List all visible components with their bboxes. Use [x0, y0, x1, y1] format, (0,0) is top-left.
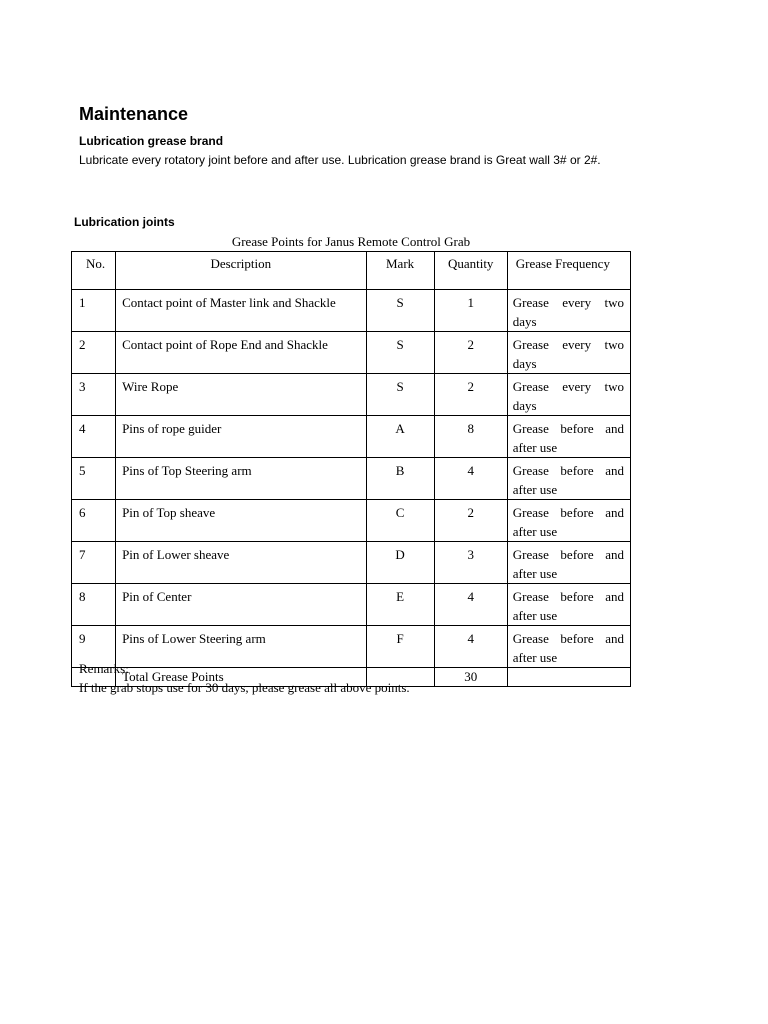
table-caption: Grease Points for Janus Remote Control Grab: [231, 234, 471, 249]
cell-mark: E: [366, 584, 434, 626]
cell-mark: C: [366, 500, 434, 542]
cell-no: 2: [72, 332, 116, 374]
cell-frequency: Grease every two days: [507, 374, 630, 416]
page-title: Maintenance: [79, 104, 189, 124]
cell-no: 1: [72, 290, 116, 332]
brand-text: Lubricate every rotatory joint before and after use. Lubrication grease brand is Great wall 3# or 2#.: [79, 153, 601, 167]
cell-description: Contact point of Rope End and Shackle: [116, 332, 366, 374]
header-no: No.: [72, 252, 116, 290]
cell-mark: S: [366, 374, 434, 416]
cell-quantity: 4: [434, 626, 507, 668]
cell-mark: S: [366, 290, 434, 332]
cell-description: Pins of rope guider: [116, 416, 366, 458]
cell-description: Pin of Center: [116, 584, 366, 626]
total-label: Total Grease Points: [116, 668, 366, 687]
table-row: [72, 458, 631, 500]
cell-frequency: Grease before and after use: [507, 416, 630, 458]
header-mark: Mark: [366, 252, 434, 290]
remarks-label: Remarks:: [79, 661, 129, 676]
cell-no: 9: [72, 626, 116, 668]
table-header-row: [72, 252, 631, 290]
cell-description: Pin of Lower sheave: [116, 542, 366, 584]
cell-no: 5: [72, 458, 116, 500]
header-description: Description: [116, 252, 366, 290]
cell-frequency: Grease before and after use: [507, 500, 630, 542]
cell-quantity: 4: [434, 584, 507, 626]
cell-frequency: Grease before and after use: [507, 584, 630, 626]
table-row: [72, 584, 631, 626]
cell-mark: A: [366, 416, 434, 458]
cell-frequency: Grease before and after use: [507, 542, 630, 584]
cell-quantity: 4: [434, 458, 507, 500]
table-row: [72, 374, 631, 416]
cell-description: Pins of Lower Steering arm: [116, 626, 366, 668]
cell-quantity: 2: [434, 332, 507, 374]
cell-mark: S: [366, 332, 434, 374]
cell-frequency: Grease every two days: [507, 332, 630, 374]
cell-quantity: 2: [434, 500, 507, 542]
table-row: [72, 542, 631, 584]
brand-heading: Lubrication grease brand: [79, 134, 224, 148]
cell-description: Contact point of Master link and Shackle: [116, 290, 366, 332]
table-row: [72, 626, 631, 668]
cell-frequency: Grease before and after use: [507, 458, 630, 500]
cell-mark: F: [366, 626, 434, 668]
cell-quantity: 2: [434, 374, 507, 416]
table-row: [72, 416, 631, 458]
cell-description: Wire Rope: [116, 374, 366, 416]
header-grease-frequency: Grease Frequency: [507, 252, 630, 290]
header-quantity: Quantity: [434, 252, 507, 290]
cell-quantity: 8: [434, 416, 507, 458]
table-row: [72, 500, 631, 542]
total-quantity: 30: [434, 668, 507, 687]
table-row: [72, 290, 631, 332]
cell-description: Pin of Top sheave: [116, 500, 366, 542]
joints-heading: Lubrication joints: [74, 215, 175, 229]
cell-no: 8: [72, 584, 116, 626]
cell-frequency: Grease before and after use: [507, 626, 630, 668]
cell-description: Pins of Top Steering arm: [116, 458, 366, 500]
grease-points-table: [71, 251, 631, 687]
table-row: [72, 332, 631, 374]
cell-no: 4: [72, 416, 116, 458]
cell-frequency: Grease every two days: [507, 290, 630, 332]
remarks-text: If the grab stops use for 30 days, please grease all above points.: [79, 680, 410, 695]
cell-quantity: 3: [434, 542, 507, 584]
cell-mark: D: [366, 542, 434, 584]
cell-frequency: [507, 668, 630, 687]
cell-no: 6: [72, 500, 116, 542]
cell-no: 3: [72, 374, 116, 416]
cell-mark: B: [366, 458, 434, 500]
cell-quantity: 1: [434, 290, 507, 332]
cell-no: 7: [72, 542, 116, 584]
